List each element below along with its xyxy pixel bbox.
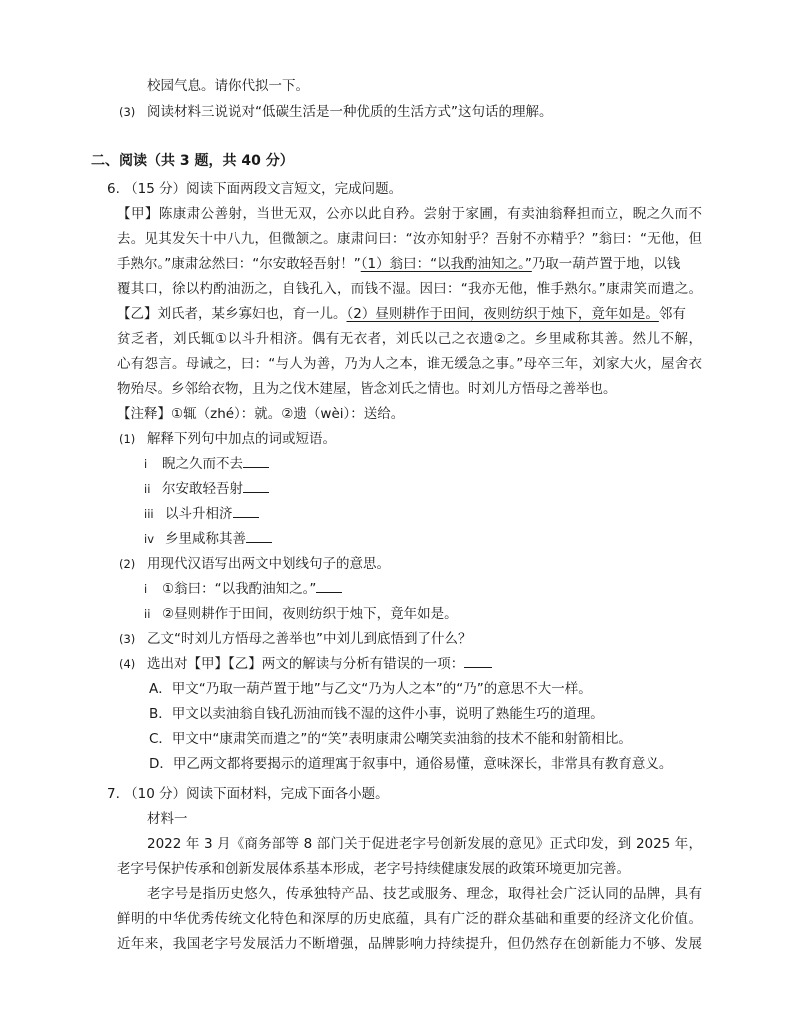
- sub-question-text: 乙文“时刘儿方悟母之善举也”中刘儿到底悟到了什么？: [147, 631, 472, 647]
- passage-yi-line: [117, 302, 686, 326]
- sub-question-text: 阅读材料三说说对“低碳生活是一种优质的生活方式”这句话的理解。: [147, 104, 553, 120]
- item-text: [165, 502, 259, 526]
- answer-blank[interactable]: [246, 527, 272, 543]
- question-stem: 选出对【甲】【乙】两文的解读与分析有错误的一项：: [147, 656, 465, 672]
- sub-question-number: (3): [119, 105, 136, 119]
- option-a[interactable]: A．甲文“乃取一葫芦置于地”与乙文“乃为人之本”的“乃”的意思不大一样。: [149, 681, 592, 697]
- prev-question-tail: 校园气息。请你代拟一下。: [147, 78, 309, 94]
- sub-question-text: [147, 652, 492, 676]
- item-phrase: 睨之久而不去: [162, 456, 243, 472]
- passage-text: 邻有: [658, 306, 686, 322]
- answer-blank[interactable]: [243, 452, 269, 468]
- question-7-heading: 7. （10 分）阅读下面材料，完成下面各小题。: [107, 786, 389, 802]
- passage-jia-line: 【甲】陈康肃公善射，当世无双，公亦以此自矜。尝射于家圃，有卖油翁释担而立，睨之久而不: [117, 206, 702, 222]
- annotation-note: 【注释】①辄（zhé）：就。②遗（wèi）：送给。: [117, 406, 405, 422]
- item-number: iv: [144, 532, 155, 546]
- item-text: [162, 577, 342, 601]
- item-number: i: [144, 457, 148, 471]
- question-6-heading: 6. （15 分）阅读下面两段文言短文，完成问题。: [107, 181, 403, 197]
- passage-text: 乃取一葫芦置于地，以钱: [531, 256, 681, 272]
- item-number: ii: [144, 607, 151, 621]
- option-b[interactable]: B．甲文以卖油翁自钱孔沥油而钱不湿的这件小事，说明了熟能生巧的道理。: [149, 706, 604, 722]
- sub-question-number: (4): [119, 657, 136, 671]
- section-heading: 二、阅读（共 3 题，共 40 分）: [91, 153, 294, 169]
- material-label: 材料一: [147, 811, 188, 827]
- passage-text: 【乙】刘氏者，某乡寡妇也，育一儿。: [117, 306, 347, 322]
- answer-blank[interactable]: [464, 652, 492, 668]
- item-phrase: 尔安敢轻吾射: [162, 481, 243, 497]
- passage-jia-line: 去。见其发矢十中八九，但微颔之。康肃问曰：“汝亦知射乎？吾射不亦精乎？”翁曰：“无他，但: [117, 231, 702, 247]
- underlined-sentence: （1）翁曰：“以我酌油知之。”: [360, 256, 532, 272]
- material-line: 鲜明的中华优秀传统文化特色和深厚的历史底蕴，具有广泛的群众基础和重要的经济文化价值。: [117, 911, 702, 927]
- option-d[interactable]: D．甲乙两文都将要揭示的道理寓于叙事中，通俗易懂，意味深长，非常具有教育意义。: [149, 756, 673, 772]
- underlined-sentence: （2）昼则耕作于田间，夜则纺织于烛下，竟年如是。: [346, 306, 659, 322]
- item-number: i: [144, 582, 148, 596]
- passage-yi-line: 心有怨言。母诫之，曰：“与人为善，乃为人之本，谁无缓急之事。”母卒三年，刘家大火，屋舍衣: [117, 356, 702, 372]
- sub-question-text: 解释下列句中加点的词或短语。: [147, 431, 336, 447]
- passage-yi-line: 贫乏者，刘氏辄①以斗升相济。偶有无衣者，刘氏以己之衣遗②之。乡里咸称其善。然儿不解，: [117, 331, 702, 347]
- item-number: iii: [144, 507, 154, 521]
- material-line: 2022 年 3 月《商务部等 8 部门关于促进老字号创新发展的意见》正式印发，到 2025 年，: [147, 836, 702, 852]
- item-text: [165, 527, 272, 551]
- item-text: [162, 452, 269, 476]
- passage-jia-line: [117, 252, 680, 276]
- item-phrase: 乡里咸称其善: [165, 531, 246, 547]
- material-line: 老字号保护传承和创新发展体系基本形成，老字号持续健康发展的政策环境更加完善。: [117, 861, 630, 877]
- passage-jia-line: 覆其口，徐以杓酌油沥之，自钱孔入，而钱不湿。因曰：“我亦无他，惟手熟尔。”康肃笑而遣之。: [117, 281, 702, 297]
- sub-question-number: (1): [119, 432, 136, 446]
- passage-text: 手熟尔。”康肃忿然曰：“尔安敢轻吾射！”: [117, 256, 361, 272]
- answer-blank[interactable]: [233, 502, 259, 518]
- item-phrase: 以斗升相济: [165, 506, 233, 522]
- sub-question-number: (3): [119, 632, 136, 646]
- answer-blank[interactable]: [316, 577, 342, 593]
- material-line: 近年来，我国老字号发展活力不断增强，品牌影响力持续提升，但仍然存在创新能力不够、发展: [117, 936, 702, 952]
- option-c[interactable]: C．甲文中“康肃笑而遣之”的“笑”表明康肃公嘲笑卖油翁的技术不能和射箭相比。: [149, 731, 632, 747]
- item-number: ii: [144, 482, 151, 496]
- item-text: [162, 477, 269, 501]
- sub-question-text: 用现代汉语写出两文中划线句子的意思。: [147, 556, 390, 572]
- material-line: 老字号是指历史悠久，传承独特产品、技艺或服务、理念，取得社会广泛认同的品牌，具有: [147, 886, 702, 902]
- sub-question-number: (2): [119, 557, 136, 571]
- item-phrase: ①翁曰：“以我酌油知之。”: [162, 581, 317, 597]
- item-text: ②昼则耕作于田间，夜则纺织于烛下，竟年如是。: [162, 606, 458, 622]
- answer-blank[interactable]: [243, 477, 269, 493]
- passage-yi-line: 物殆尽。乡邻给衣物，且为之伐木建屋，皆念刘氏之情也。时刘儿方悟母之善举也。: [117, 381, 617, 397]
